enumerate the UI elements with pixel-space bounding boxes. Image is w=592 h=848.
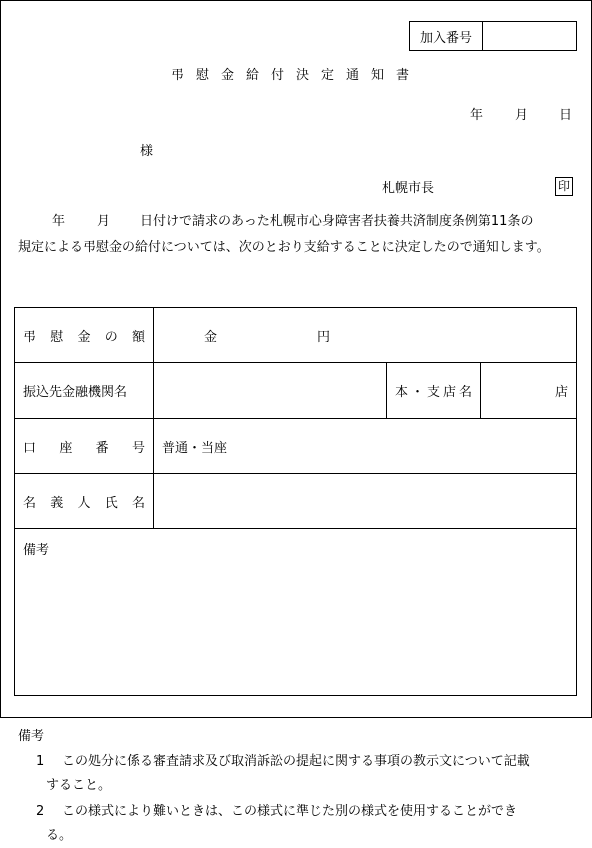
note-text-cont: すること。 [46,778,112,793]
holder-label: 名 義 人 氏 名 [15,474,154,529]
amount-label: 弔 慰 金 の 額 [15,308,154,363]
note-number: 1 [36,754,45,769]
remarks-field[interactable] [15,529,577,696]
date-year: 年 [470,108,484,123]
payment-table [14,307,577,696]
branch-suffix: 店 [555,385,569,400]
bank-label: 振込先金融機関名 [15,363,154,419]
note-text: この様式により難いときは、この様式に準じた別の様式を使用することができ [62,804,518,819]
note-number: 2 [36,804,45,819]
addressee-suffix: 様 [140,144,154,159]
body-line1: 日付けで請求のあった札幌市心身障害者扶養共済制度条例第11条の [140,214,534,229]
bank-field[interactable] [154,363,387,419]
body-paragraph [18,209,588,261]
note-text-cont: る。 [46,828,73,843]
amount-field[interactable] [154,308,577,363]
enrollment-number-label: 加入番号 [410,22,483,50]
amount-prefix: 金 [204,329,218,345]
account-label: 口 座 番 号 [15,419,154,474]
enrollment-number-box [409,21,577,51]
date-day: 日 [559,108,573,123]
amount-unit: 円 [317,329,331,345]
enrollment-number-field[interactable] [483,22,576,50]
body-month: 月 [97,214,111,229]
branch-label: 本 ・ 支 店 名 [387,363,481,419]
remarks-label: 備考 [23,543,50,558]
document-title: 弔慰金給付決定通知書 [170,68,421,83]
issuer-name: 札幌市長 [382,181,435,196]
holder-field[interactable] [154,474,577,529]
body-year: 年 [52,214,66,229]
note-text: この処分に係る審査請求及び取消訴訟の提起に関する事項の教示文について記載 [62,754,530,769]
note-item-1 [36,750,586,798]
branch-field[interactable] [481,363,577,419]
body-line2: 規定による弔慰金の給付については、次のとおり支給することに決定したので通知します。 [18,240,550,255]
date-month: 月 [515,108,529,123]
notes-title: 備考 [18,729,45,744]
account-type: 普通・当座 [162,440,228,456]
account-field[interactable] [154,419,577,474]
seal-mark: 印 [555,177,573,196]
